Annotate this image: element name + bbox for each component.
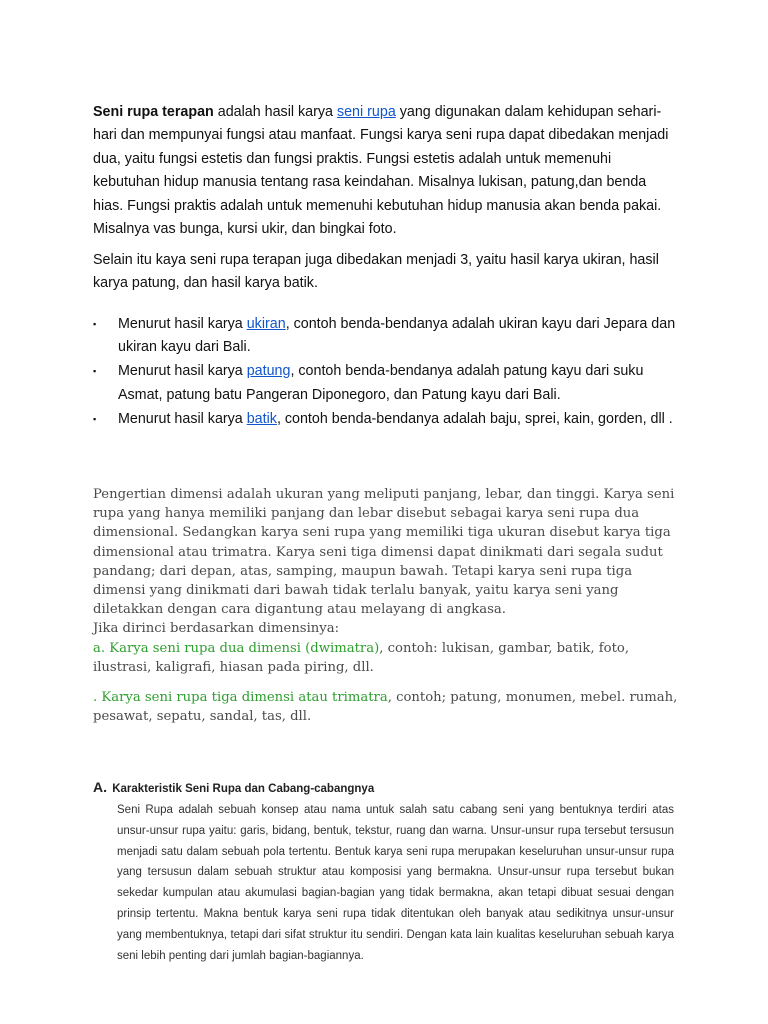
classification-paragraph: Selain itu kaya seni rupa terapan juga dibedakan menjadi 3, yaitu hasil karya ukiran, hasil karya patung, dan hasil karya batik. [93,252,659,292]
list-item-text: Menurut hasil karya [118,316,247,332]
intro-text-2: yang digunakan dalam kehidupan sehari-hari dan mempunyai fungsi atau manfaat. Fungsi karya seni rupa dapat dibedakan menjadi dua, yaitu fungsi estetis dan fungsi praktis. Fungsi estetis adalah untuk memenuhi kebutuhan hidup manusia tentang rasa keindahan. Misalnya lukisan, patung,dan benda hias. Fungsi praktis adalah untuk memenuhi kebutuhan hidup manusia akan benda pakai. Misalnya vas bunga, kursi ukir, dan bingkai foto. [93,104,669,238]
dimension-definition: Pengertian dimensi adalah ukuran yang meliputi panjang, lebar, dan tinggi. Karya seni rupa yang hanya memiliki panjang dan lebar disebut sebagai karya seni rupa dua dimensional. Sedangkan karya seni rupa yang memiliki tiga ukuran disebut karya tiga dimensional atau trimatra. Karya seni tiga dimensi dapat dinikmati dari segala sudut pandang; dari depan, atas, samping, maupun bawah. Tetapi karya seni rupa tiga dimensi yang dinikmati dari bawah tidak terlalu banyak, yaitu karya seni yang diletakkan dengan cara digantung atau melayang di angkasa. [93,487,675,618]
list-item-text: Menurut hasil karya [118,363,247,380]
section-heading [93,779,374,795]
list-item-patung [93,360,678,407]
intro-text-1: adalah hasil karya [213,104,337,120]
list-item-text: Menurut hasil karya [118,410,247,427]
bullet-list [93,313,678,432]
link-ukiran[interactable]: ukiran [246,316,286,332]
list-item-ukiran [93,313,678,360]
list-item-text: , contoh benda-bendanya adalah patung kayu dari suku Asmat, patung batu Pangeran Diponegoro, dan Patung kayu dari Bali. [118,363,644,403]
link-seni-rupa[interactable]: seni rupa [336,104,396,120]
link-patung[interactable]: patung [246,363,291,380]
two-dimensional-examples: , contoh: lukisan, gambar, batik, foto, ilustrasi, kaligrafi, hiasan pada piring, dll. [93,640,630,675]
link-batik[interactable]: batik [246,410,277,427]
two-dimensional-item [93,639,678,677]
intro-paragraph [93,101,678,241]
list-item-text: , contoh benda-bendanya adalah baju, sprei, kain, gorden, dll . [276,410,673,427]
section-title: Karakteristik Seni Rupa dan Cabang-cabangnya [112,783,375,795]
square-bullet-icon: ▪ [93,366,97,377]
three-dimensional-item [93,688,678,726]
square-bullet-icon: ▪ [93,319,97,329]
list-item-batik [93,408,678,431]
dimension-intro: Jika dirinci berdasarkan dimensinya: [93,621,340,637]
two-dimensional-heading: a. Karya seni rupa dua dimensi (dwimatra) [93,640,380,656]
dimension-section [93,485,678,726]
square-bullet-icon: ▪ [93,413,97,424]
list-item-text: , contoh benda-bendanya adalah ukiran kayu dari Jepara dan ukiran kayu dari Bali. [118,316,676,356]
three-dimensional-examples: , contoh; patung, monumen, mebel. rumah, pesawat, sepatu, sandal, tas, dll. [93,690,678,725]
section-letter: A. [93,779,107,795]
intro-term: Seni rupa terapan [93,104,214,120]
section-body: Seni Rupa adalah sebuah konsep atau nama untuk salah satu cabang seni yang bentuknya terdiri atas unsur-unsur rupa yaitu: garis, bidang, bentuk, tekstur, ruang dan warna. Unsur-unsur rupa tersebut tersusun menjadi satu dalam sebuah pola tertentu. Bentuk karya seni rupa merupakan keseluruhan unsur-unsur rupa yang tersusun dalam sebuah struktur atau komposisi yang bermakna. Unsur-unsur rupa tersebut bukan sekedar kumpulan atau akumulasi bagian-bagian yang tidak bermakna, akan tetapi dibuat sesuai dengan prinsip tertentu. Makna bentuk karya seni rupa tidak ditentukan oleh banyak atau sedikitnya unsur-unsur yang membentuknya, tetapi dari sifat struktur itu sendiri. Dengan kata lain kualitas keseluruhan sebuah karya seni lebih penting dari jumlah bagian-bagiannya. [117,804,674,962]
three-dimensional-heading: . Karya seni rupa tiga dimensi atau trimatra [93,690,388,706]
